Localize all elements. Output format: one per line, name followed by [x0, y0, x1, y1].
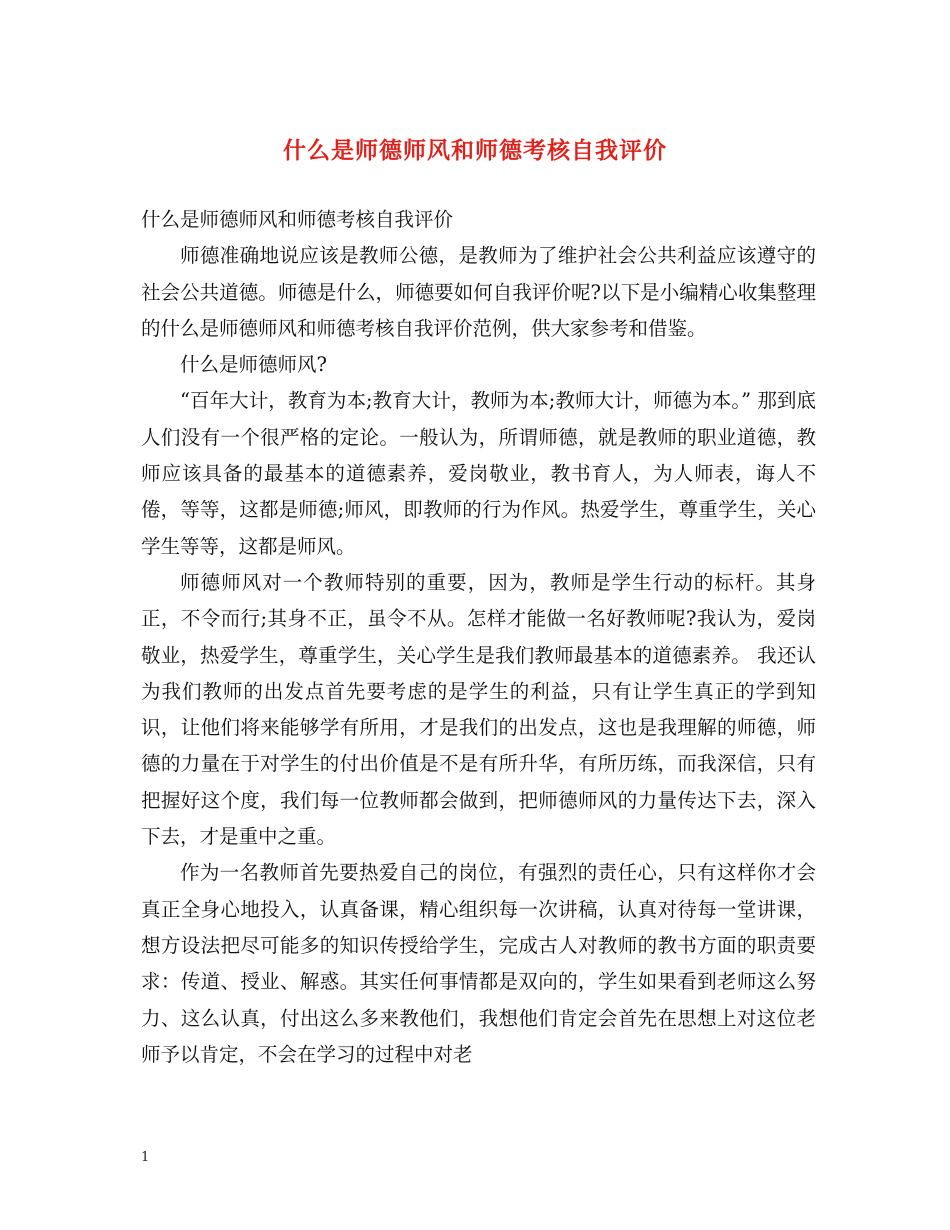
page-number: 1	[141, 1150, 150, 1165]
document-body	[141, 202, 816, 1073]
paragraph-responsibility: 作为一名教师首先要热爱自己的岗位，有强烈的责任心，只有这样你才会真正全身心地投入，认真备课，精心组织每一次讲稿，认真对待每一堂讲课，想方设法把尽可能多的知识传授给学生，完成古人对教师的教书方面的职责要求：传道、授业、解惑。其实任何事情都是双向的，学生如果看到老师这么努力、这么认真，付出这么多来教他们，我想他们肯定会首先在思想上对这位老师予以肯定，不会在学习的过程中对老	[141, 861, 816, 1066]
paragraph-definition: “百年大计，教育为本;教育大计，教师为本;教师大计，师德为本。” 那到底人们没有一个很严格的定论。一般认为，所谓师德，就是教师的职业道德，教师应该具备的最基本的道德素养，爱岗敬业，教书育人，为人师表，诲人不倦，等等，这都是师德;师风，即教师的行为作风。热爱学生，尊重学生，关心学生等等，这都是师风。	[141, 389, 816, 558]
document-title: 什么是师德师风和师德考核自我评价	[283, 137, 667, 164]
paragraph-intro: 师德准确地说应该是教师公德，是教师为了维护社会公共利益应该遵守的社会公共道德。师德是什么，师德要如何自我评价呢?以下是小编精心收集整理的什么是师德师风和师德考核自我评价范例，供大家参考和借鉴。	[141, 244, 816, 340]
paragraph-importance: 师德师风对一个教师特别的重要，因为，教师是学生行动的标杆。其身正，不令而行;其身不正，虽令不从。怎样才能做一名好教师呢?我认为，爱岗敬业，热爱学生，尊重学生，关心学生是我们教师最基本的道德素养。 我还认为我们教师的出发点首先要考虑的是学生的利益，只有让学生真正的学到知识，让他们将来能够学有所用，才是我们的出发点，这也是我理解的师德，师德的力量在于对学生的付出价值是不是有所升华，有所历练，而我深信，只有把握好这个度，我们每一位教师都会做到，把师德师风的力量传达下去，深入下去，才是重中之重。	[141, 570, 816, 849]
paragraph-heading: 什么是师德师风和师德考核自我评价	[141, 208, 454, 231]
paragraph-question: 什么是师德师风?	[180, 353, 327, 377]
